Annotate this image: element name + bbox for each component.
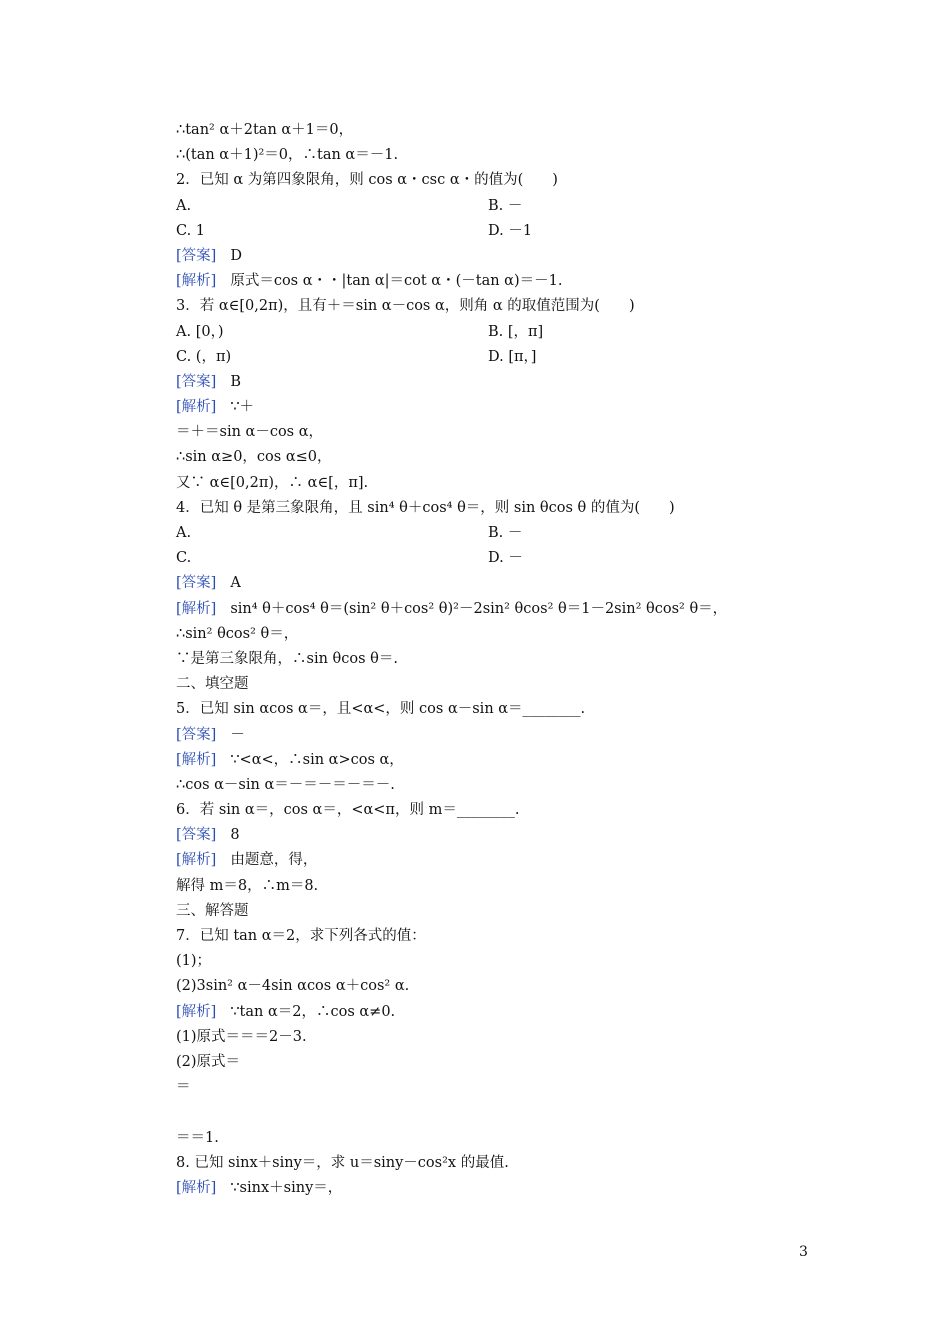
option-left: C. (，π) xyxy=(176,348,232,365)
option-left: A. [0，) xyxy=(176,323,224,340)
text-line: ∵是第三象限角，∴sin θcos θ＝. xyxy=(176,650,398,667)
text-line: (2)3sin² α－4sin αcos α＋cos² α. xyxy=(176,978,410,995)
tagged-line xyxy=(176,1176,816,1201)
section-tag: [解析] xyxy=(176,751,217,768)
tagged-text: 由题意，得， xyxy=(230,852,318,869)
tagged-text: B xyxy=(230,373,241,390)
section-tag: [解析] xyxy=(176,1003,217,1020)
text-line: ∴sin α≥0，cos α≤0， xyxy=(176,449,332,466)
text-line: ∴(tan α＋1)²＝0，∴tan α＝－1. xyxy=(176,147,399,164)
option-left: C. xyxy=(176,550,192,567)
tagged-text: － xyxy=(230,726,245,743)
text-line: ＝＋＝sin α－cos α， xyxy=(176,424,324,441)
section-tag: [答案] xyxy=(176,726,217,743)
answer-options-row xyxy=(176,320,816,345)
blank-line xyxy=(176,1100,816,1125)
text-line: ＝＝1. xyxy=(176,1129,219,1146)
text-line: (1)原式＝＝＝2－3. xyxy=(176,1028,307,1045)
text-line: 5．已知 sin αcos α＝，且<α<，则 cos α－sin α＝________. xyxy=(176,701,586,718)
text-line: 3．若 α∈[0,2π)，且有＋＝sin α－cos α，则角 α 的取值范围为( ) xyxy=(176,298,635,315)
text-line: ＝ xyxy=(176,1079,191,1096)
tagged-text: sin⁴ θ＋cos⁴ θ＝(sin² θ＋cos² θ)²－2sin² θcos² θ＝1－2sin² θcos² θ＝， xyxy=(230,600,728,617)
text-line: 7．已知 tan α＝2，求下列各式的值： xyxy=(176,928,426,944)
tagged-text: ∵tan α＝2，∴cos α≠0. xyxy=(230,1003,396,1020)
section-tag: [解析] xyxy=(176,852,217,869)
section-tag: [答案] xyxy=(176,373,217,390)
document-body xyxy=(176,118,816,1201)
text-line: 解得 m＝8，∴m＝8. xyxy=(176,877,319,894)
tagged-line xyxy=(176,244,816,269)
option-right: D. － xyxy=(488,550,523,567)
option-right: B. － xyxy=(488,525,523,541)
text-line: ∴tan² α＋2tan α＋1＝0， xyxy=(176,122,354,138)
text-line: ∴sin² θcos² θ＝， xyxy=(176,625,299,642)
text-line: 4．已知 θ 是第三象限角，且 sin⁴ θ＋cos⁴ θ＝，则 sin θcos θ 的值为( ) xyxy=(176,499,675,516)
tagged-line xyxy=(176,823,816,848)
tagged-text: ∵＋ xyxy=(230,399,255,416)
section-tag: [答案] xyxy=(176,247,217,264)
option-right: B. [，π] xyxy=(488,323,544,340)
answer-options-row xyxy=(176,546,816,571)
page-number: 3 xyxy=(799,1244,808,1260)
section-tag: [解析] xyxy=(176,1179,217,1196)
section-tag: [解析] xyxy=(176,273,217,290)
text-line: (2)原式＝ xyxy=(176,1053,241,1070)
option-left: C. 1 xyxy=(176,222,206,239)
tagged-line xyxy=(176,571,816,596)
option-right: D. [π，] xyxy=(488,348,537,365)
tagged-text: D xyxy=(230,247,242,264)
answer-options-row xyxy=(176,219,816,244)
answer-options-row xyxy=(176,521,816,546)
answer-options-row xyxy=(176,345,816,370)
tagged-text: A xyxy=(230,575,241,592)
section-tag: [答案] xyxy=(176,575,217,592)
text-line: 2．已知 α 为第四象限角，则 cos α・csc α・的值为( ) xyxy=(176,172,558,189)
text-line: 6．若 sin α＝，cos α＝，<α<π，则 m＝________. xyxy=(176,802,520,819)
tagged-line xyxy=(176,848,816,873)
option-left: A. xyxy=(176,197,192,214)
tagged-text: 原式＝cos α・・|tan α|＝cot α・(－tan α)＝－1. xyxy=(230,273,563,290)
tagged-line xyxy=(176,269,816,294)
text-line: 三、解答题 xyxy=(176,902,249,919)
section-tag: [解析] xyxy=(176,399,217,416)
option-left: A. xyxy=(176,525,192,541)
tagged-line xyxy=(176,723,816,748)
tagged-line xyxy=(176,597,816,622)
section-tag: [解析] xyxy=(176,600,217,617)
section-tag: [答案] xyxy=(176,827,217,844)
text-line: (1)； xyxy=(176,953,212,970)
tagged-text: ∵<α<，∴sin α>cos α， xyxy=(230,751,404,768)
answer-options-row xyxy=(176,194,816,219)
tagged-line xyxy=(176,1000,816,1025)
tagged-line xyxy=(176,395,816,420)
option-right: B. － xyxy=(488,197,523,214)
text-line: ∴cos α－sin α＝－＝－＝－＝－. xyxy=(176,776,395,793)
text-line: 8. 已知 sinx＋siny＝，求 u＝siny－cos²x 的最值. xyxy=(176,1154,509,1171)
text-line: 二、填空题 xyxy=(176,676,249,693)
text-line: 又∵ α∈[0,2π)，∴ α∈[，π]. xyxy=(176,474,369,491)
option-right: D. －1 xyxy=(488,222,533,239)
tagged-text: 8 xyxy=(230,827,240,844)
tagged-line xyxy=(176,370,816,395)
tagged-line xyxy=(176,748,816,773)
tagged-text: ∵sinx＋siny＝， xyxy=(230,1179,343,1196)
